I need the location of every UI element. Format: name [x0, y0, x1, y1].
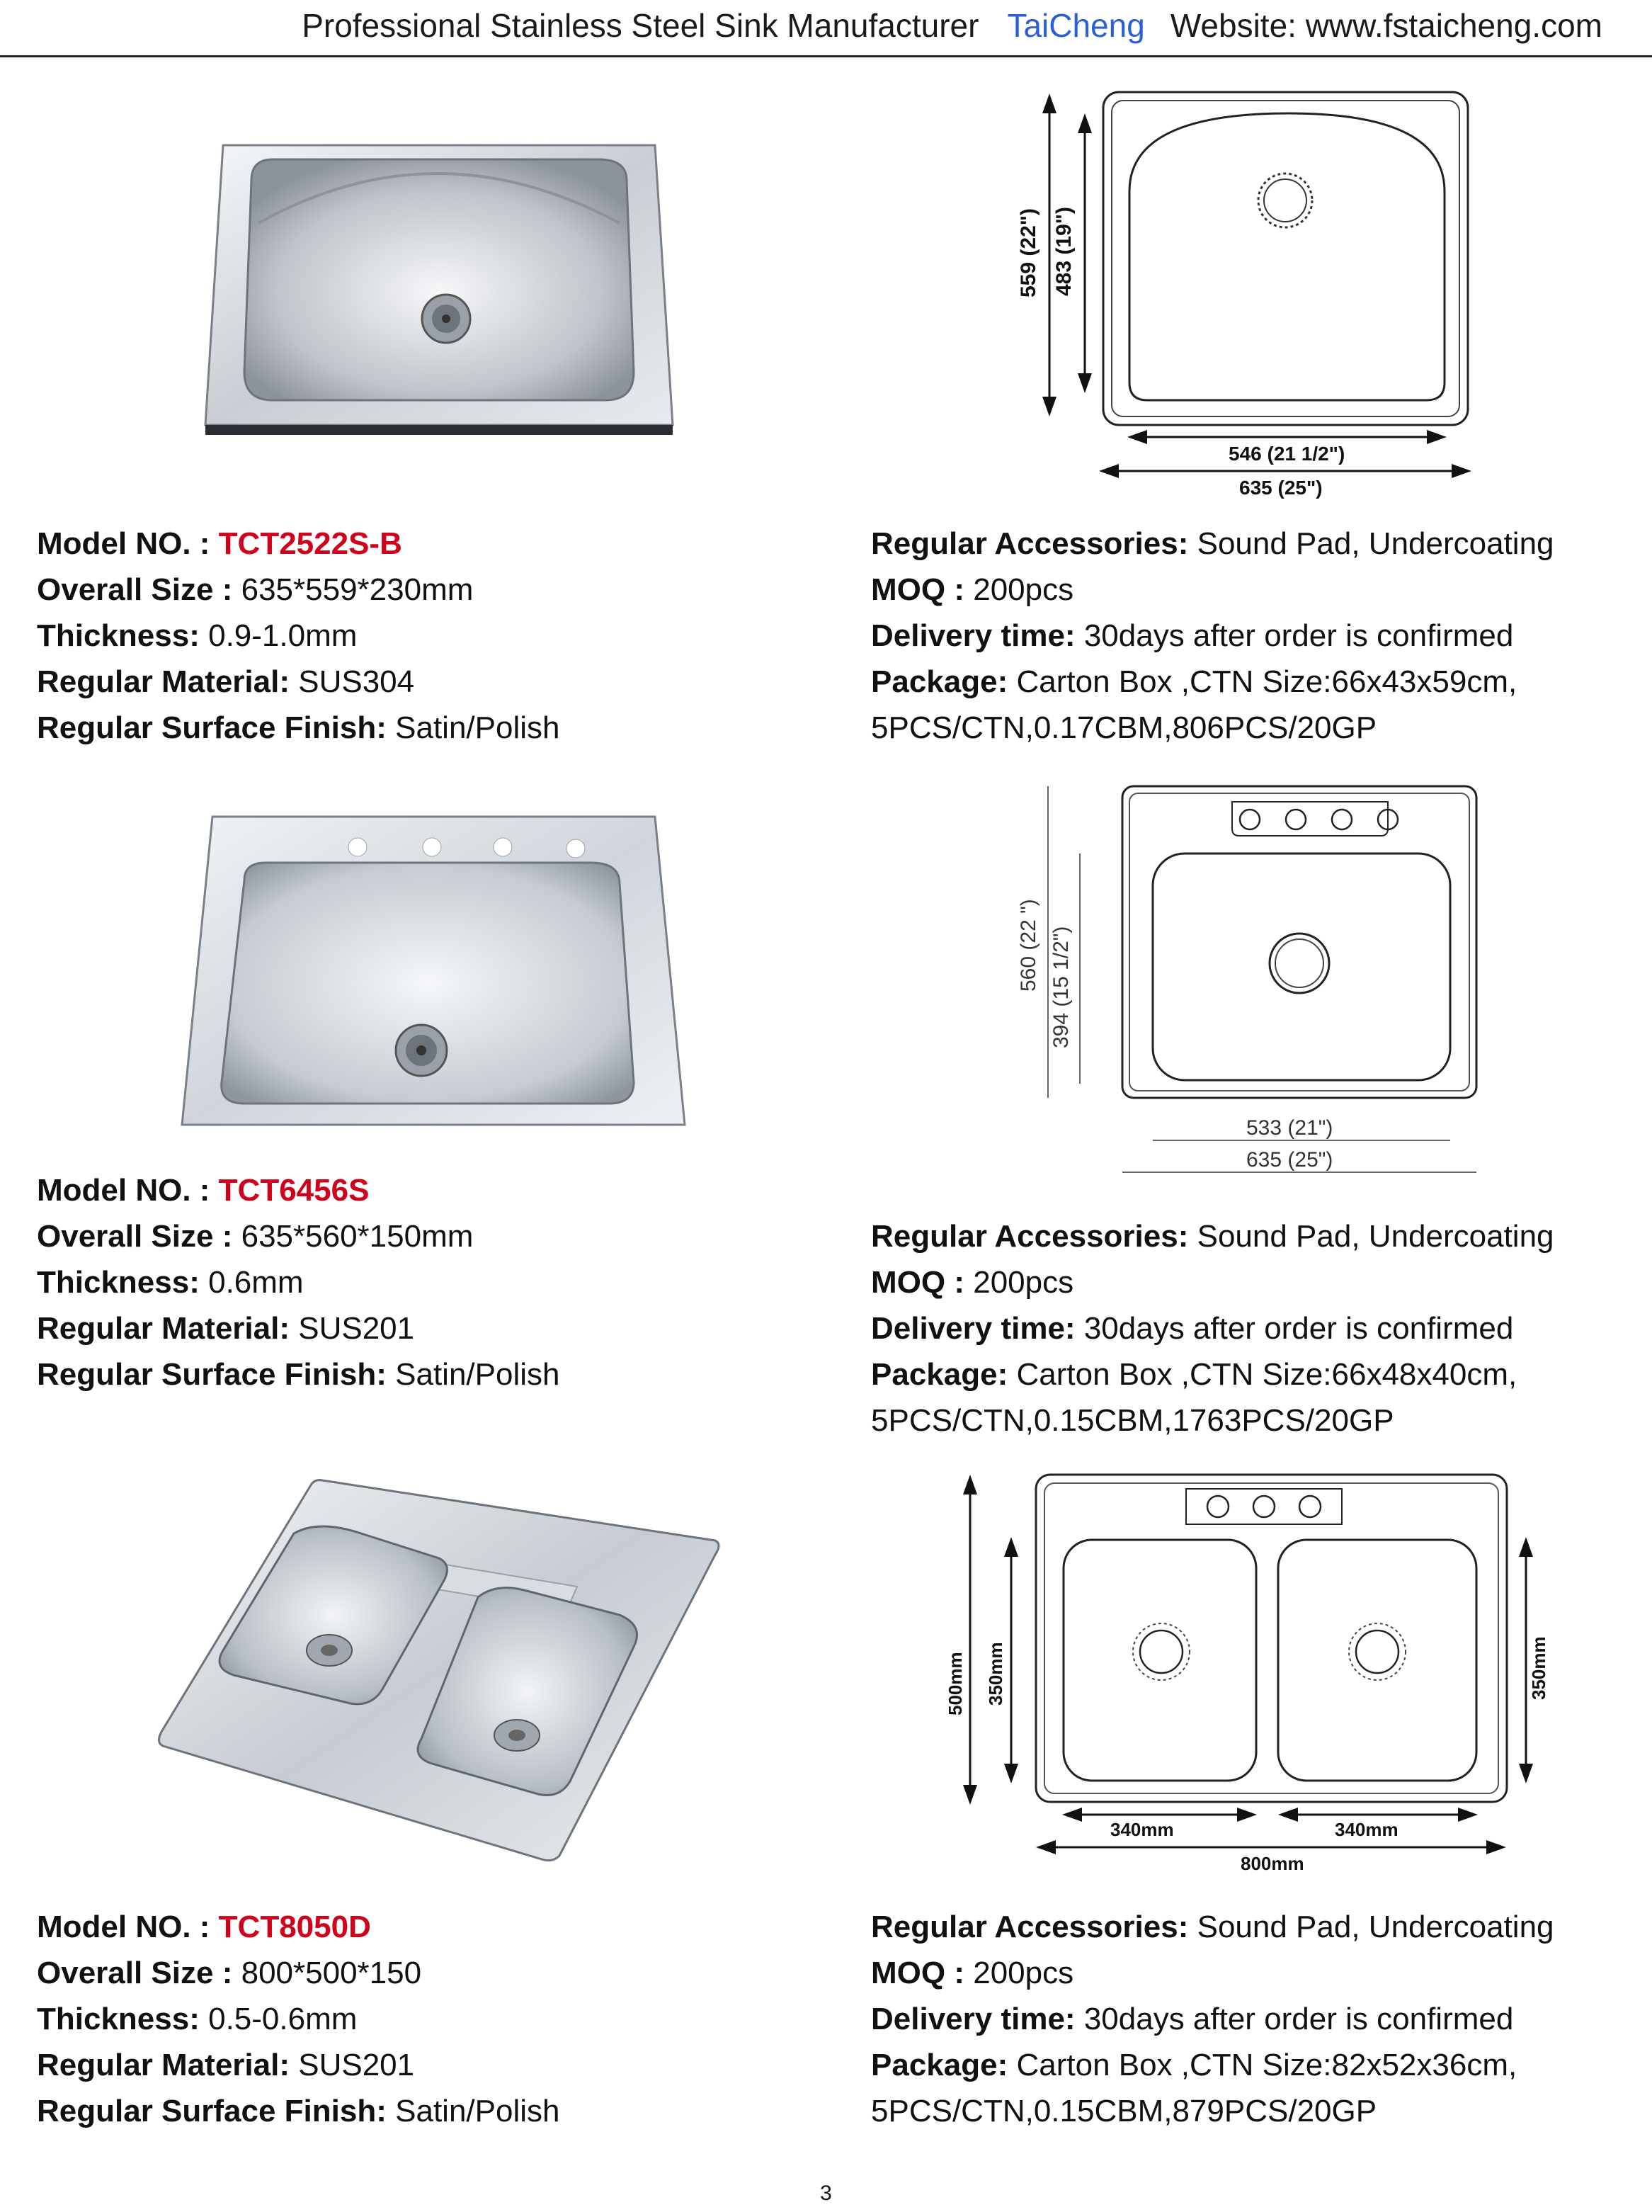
dim-bowl-width-right: 340mm — [1335, 1819, 1398, 1840]
package-line2: 5PCS/CTN,0.15CBM,1763PCS/20GP — [871, 1403, 1394, 1438]
surface-finish: Satin/Polish — [395, 2094, 560, 2128]
thickness: 0.9-1.0mm — [208, 618, 358, 653]
package: Carton Box ,CTN Size:66x43x59cm, — [1016, 664, 1517, 699]
material: SUS304 — [298, 664, 415, 699]
moq: 200pcs — [973, 1265, 1074, 1300]
product-photo-tct8050d — [156, 1477, 722, 1866]
dim-outer-width: 800mm — [1241, 1853, 1304, 1874]
model-number: TCT6456S — [218, 1173, 370, 1208]
overall-size: 635*559*230mm — [241, 572, 474, 607]
model-number: TCT8050D — [218, 1910, 371, 1944]
header-text — [302, 6, 1602, 45]
spec-right-tct6456s: Regular Accessories: Sound Pad, Undercoating MOQ : 200pcs Delivery time: 30days after order is confirmed Package: Carton Box ,CTN Size:66x48x40cm, 5PCS/CTN,0.15CBM,1763PCS/20GP — [871, 1219, 1554, 1438]
thickness: 0.5-0.6mm — [208, 2002, 358, 2036]
page-number: 3 — [820, 2182, 832, 2205]
moq: 200pcs — [973, 1956, 1074, 1990]
drawing-tct8050d — [935, 1466, 1572, 1877]
delivery-time: 30days after order is confirmed — [1083, 1311, 1514, 1346]
dim-right-height: 350mm — [1528, 1636, 1549, 1700]
dim-outer-height: 559 (22") — [1017, 208, 1040, 297]
dim-inner-width: 546 (21 1/2") — [1229, 443, 1345, 465]
delivery-time: 30days after order is confirmed — [1083, 2002, 1514, 2036]
spec-right-tct2522s-b: Regular Accessories: Sound Pad, Undercoating MOQ : 200pcs Delivery time: 30days after order is confirmed Package: Carton Box ,CTN Size:66x43x59cm, 5PCS/CTN,0.17CBM,806PCS/20GP — [871, 526, 1554, 745]
accessories: Sound Pad, Undercoating — [1197, 1910, 1554, 1944]
drawing-tct6456s — [1006, 779, 1487, 1183]
page-header — [0, 0, 1652, 57]
material: SUS201 — [298, 1311, 415, 1346]
dim-inner-height: 394 (15 1/2") — [1049, 926, 1073, 1048]
dim-outer-width: 635 (25") — [1239, 477, 1323, 499]
dim-inner-height: 350mm — [985, 1642, 1006, 1706]
overall-size: 800*500*150 — [241, 1956, 422, 1990]
package: Carton Box ,CTN Size:66x48x40cm, — [1016, 1357, 1517, 1392]
model-number: TCT2522S-B — [218, 526, 402, 561]
dim-outer-width: 635 (25") — [1246, 1148, 1333, 1172]
material: SUS201 — [298, 2048, 415, 2082]
accessories: Sound Pad, Undercoating — [1197, 526, 1554, 561]
dim-inner-width: 533 (21") — [1246, 1116, 1333, 1140]
spec-left-tct8050d: Model NO. : TCT8050D Overall Size : 800*500*150 Thickness: 0.5-0.6mm Regular Material: SUS201 Regular Surface Finish: Satin/Polish — [37, 1910, 560, 2128]
package: Carton Box ,CTN Size:82x52x36cm, — [1016, 2048, 1517, 2082]
dim-outer-height: 500mm — [945, 1652, 966, 1715]
accessories: Sound Pad, Undercoating — [1197, 1219, 1554, 1254]
surface-finish: Satin/Polish — [395, 710, 560, 745]
header-website: Website: www.fstaicheng.com — [1170, 7, 1602, 44]
moq: 200pcs — [973, 572, 1074, 607]
package-line2: 5PCS/CTN,0.15CBM,879PCS/20GP — [871, 2094, 1377, 2128]
dim-bowl-width-left: 340mm — [1110, 1819, 1174, 1840]
header-company: Professional Stainless Steel Sink Manufacturer — [302, 7, 979, 44]
delivery-time: 30days after order is confirmed — [1083, 618, 1514, 653]
dim-inner-height: 483 (19") — [1052, 207, 1076, 296]
surface-finish: Satin/Polish — [395, 1357, 560, 1392]
thickness: 0.6mm — [208, 1265, 304, 1300]
spec-right-tct8050d: Regular Accessories: Sound Pad, Undercoating MOQ : 200pcs Delivery time: 30days after order is confirmed Package: Carton Box ,CTN Size:82x52x36cm, 5PCS/CTN,0.15CBM,879PCS/20GP — [871, 1910, 1554, 2128]
header-brand: TaiCheng — [1007, 7, 1145, 44]
dim-outer-height: 560 (22 ") — [1017, 899, 1040, 992]
spec-left-tct6456s: Model NO. : TCT6456S Overall Size : 635*560*150mm Thickness: 0.6mm Regular Material: SUS201 Regular Surface Finish: Satin/Polish — [37, 1173, 560, 1392]
drawing-tct2522s-b — [1006, 85, 1487, 510]
overall-size: 635*560*150mm — [241, 1219, 474, 1254]
product-photo-tct2522s-b — [202, 138, 676, 443]
spec-left-tct2522s-b: Model NO. : TCT2522S-B Overall Size : 635*559*230mm Thickness: 0.9-1.0mm Regular Material: SUS304 Regular Surface Finish: Satin/Polish — [37, 526, 560, 745]
product-photo-tct6456s — [181, 813, 687, 1132]
package-line2: 5PCS/CTN,0.17CBM,806PCS/20GP — [871, 710, 1377, 745]
